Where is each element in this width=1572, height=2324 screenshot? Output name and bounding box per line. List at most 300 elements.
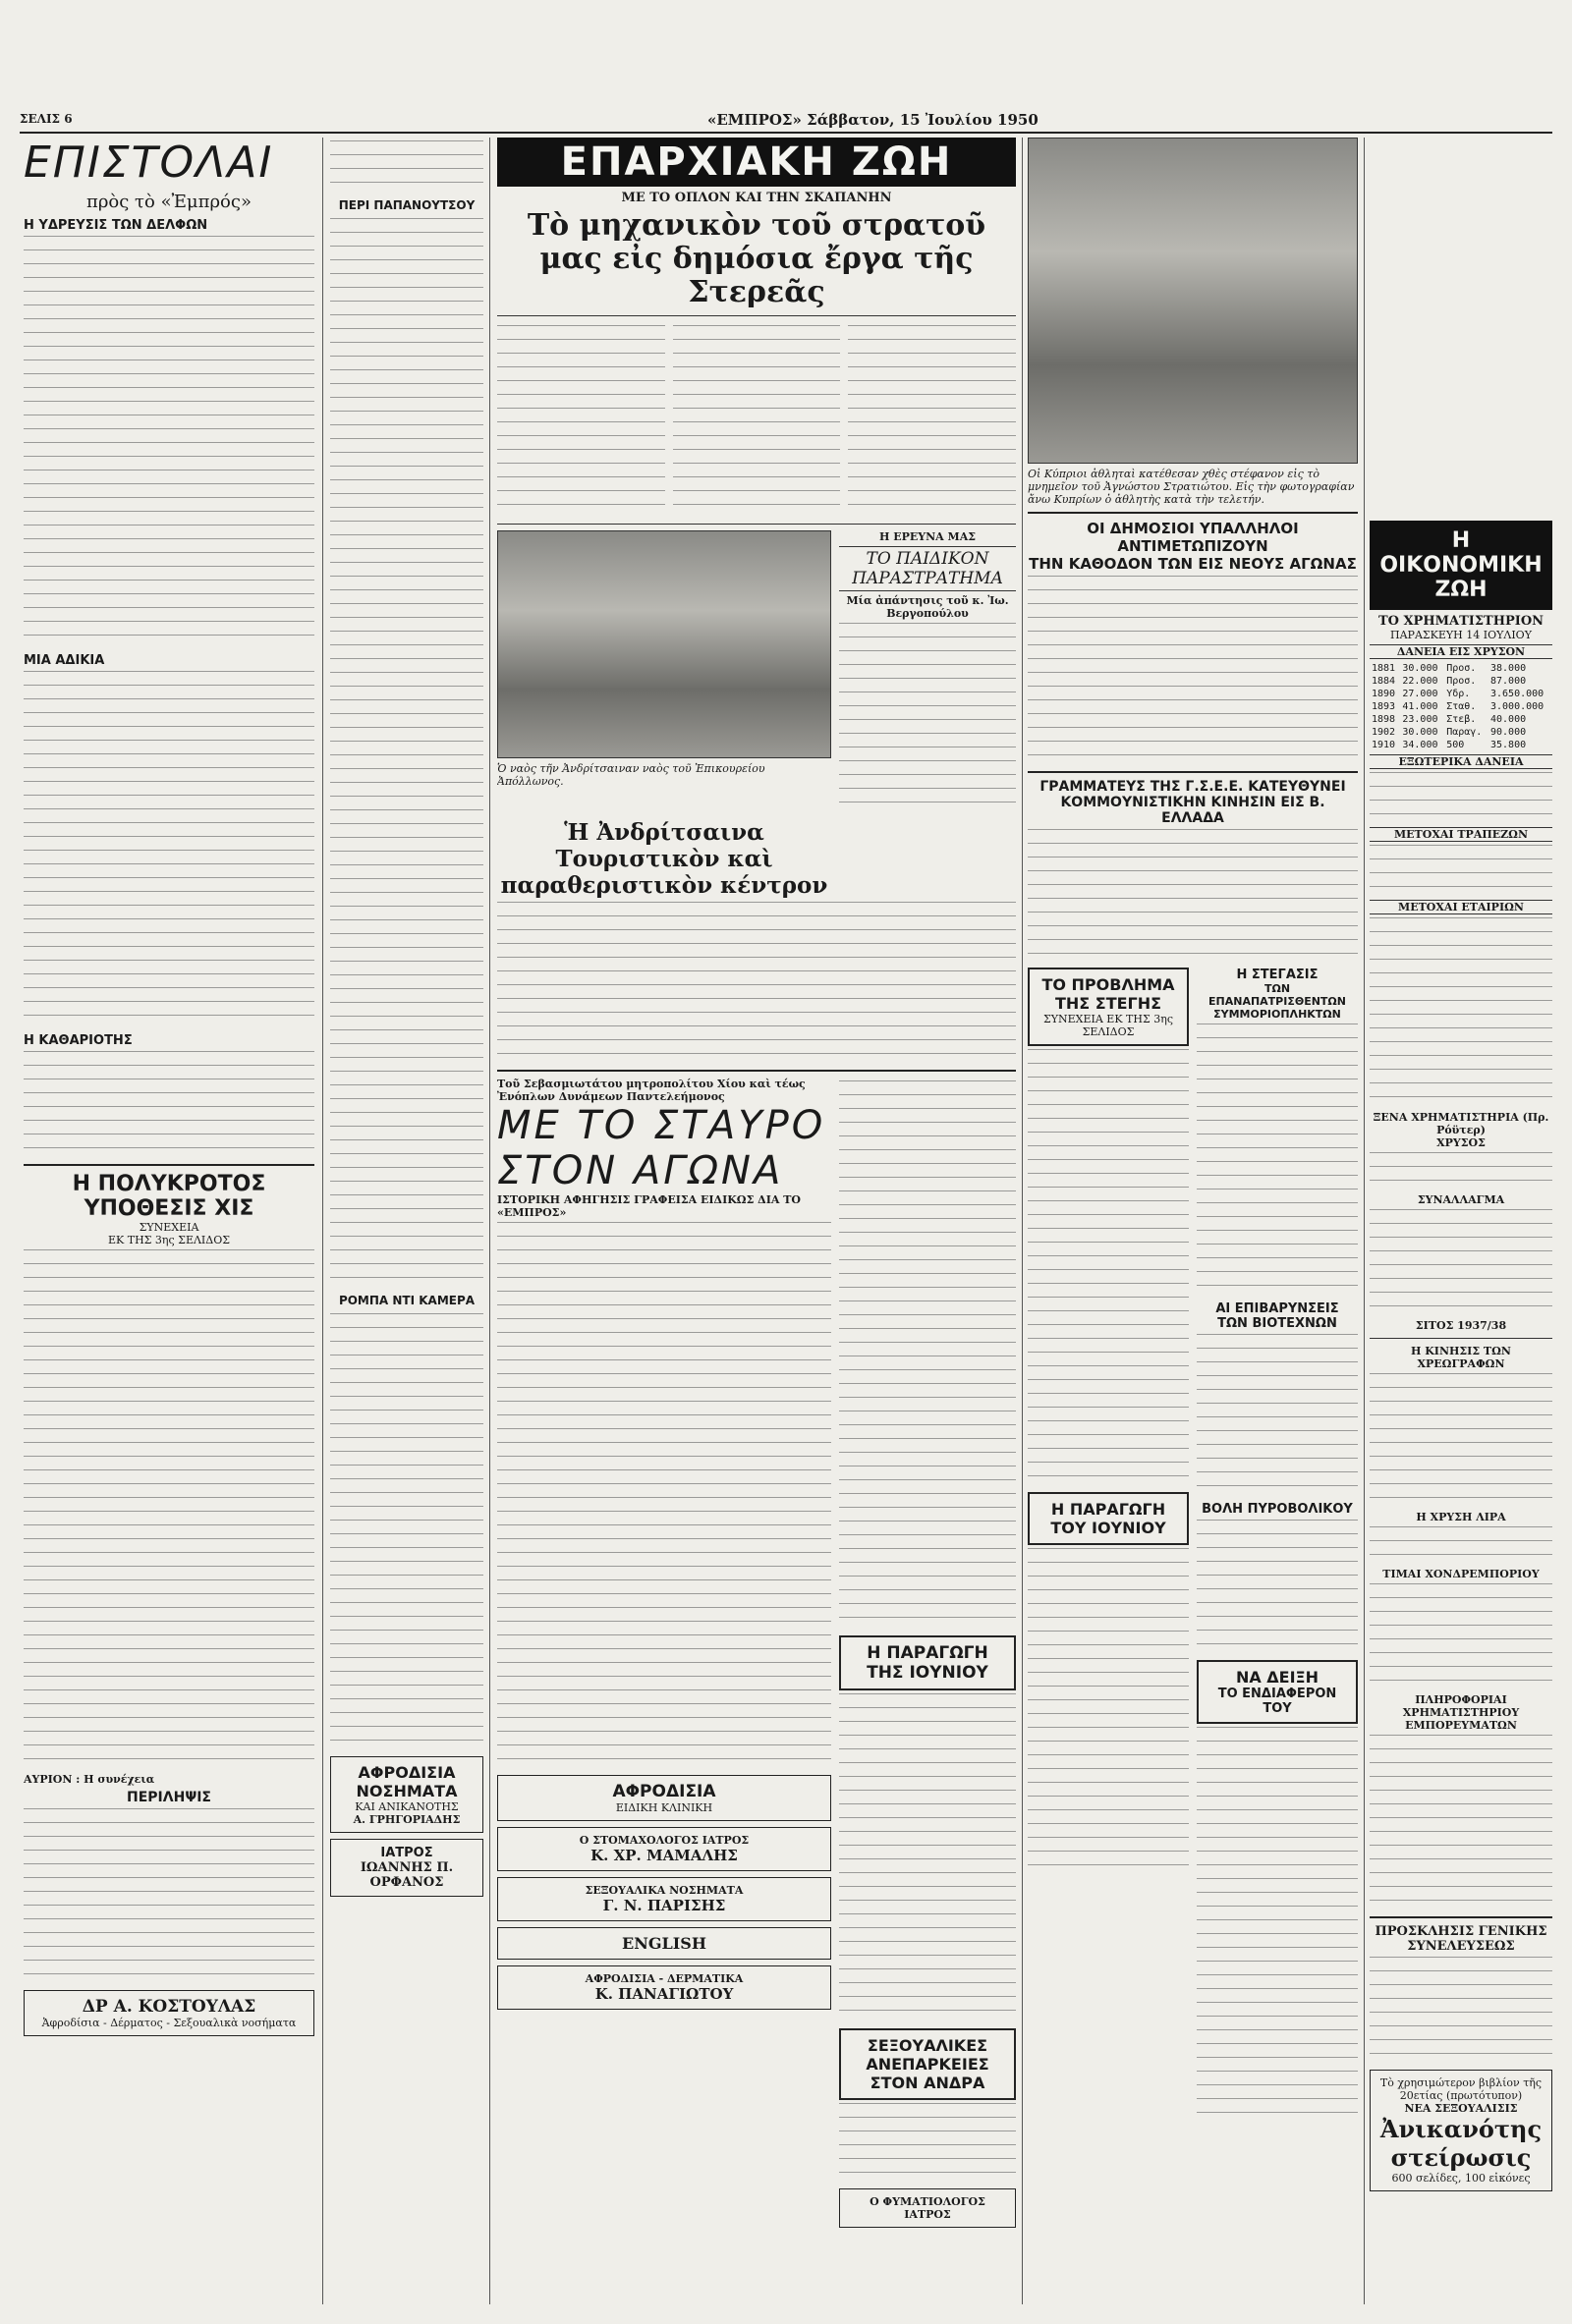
- body-text: [330, 246, 483, 256]
- exchange-date: ΠΑΡΑΣΚΕΥΗ 14 ΙΟΥΛΙΟΥ: [1390, 629, 1532, 641]
- body-text: [1370, 1264, 1552, 1275]
- body-text: [1197, 1147, 1358, 1158]
- body-text: [1370, 1456, 1552, 1466]
- serial-continue: ΣΥΝΕΧΕΙΑ: [139, 1221, 199, 1234]
- body-text: [330, 232, 483, 243]
- body-text: [24, 442, 314, 453]
- body-text: [24, 511, 314, 522]
- body-text: [1028, 589, 1358, 600]
- interest-box: [1197, 1660, 1358, 1724]
- body-text: [839, 1493, 1016, 1504]
- body-text: [1370, 1069, 1552, 1079]
- foreign-exchanges-title: ΞΕΝΑ ΧΡΗΜΑΤΙΣΤΗΡΙΑ (Πρ. Ρόϋτερ): [1373, 1111, 1549, 1136]
- body-text: [1197, 1348, 1358, 1358]
- body-text: [839, 1094, 1016, 1105]
- article-row: [497, 322, 1016, 518]
- body-text: [24, 291, 314, 302]
- body-text: [1028, 1228, 1189, 1239]
- body-text: [497, 366, 665, 377]
- body-text: [497, 1291, 831, 1301]
- advert-stomach-title: Ο ΣΤΟΜΑΧΟΛΟΓΟΣ ΙΑΤΡΟΣ: [579, 1834, 750, 1847]
- body-text: [330, 1126, 483, 1136]
- body-text: [1028, 1672, 1189, 1683]
- body-text: [848, 435, 1016, 446]
- advert-aphrodisia-title: ΑΦΡΟΔΙΣΙΑ ΝΟΣΗΜΑΤΑ: [356, 1763, 458, 1800]
- body-text: [1370, 1554, 1552, 1565]
- body-text: [839, 788, 1016, 799]
- body-text: [330, 672, 483, 683]
- body-text: [839, 1149, 1016, 1160]
- body-text: [24, 1428, 314, 1439]
- body-text: [1370, 1638, 1552, 1649]
- body-text: [330, 727, 483, 738]
- body-text: [24, 1932, 314, 1943]
- body-text: [330, 796, 483, 806]
- body-text: [24, 863, 314, 874]
- body-text: [24, 1863, 314, 1874]
- body-text: [330, 1002, 483, 1013]
- body-text: [1028, 1475, 1189, 1486]
- body-text: [1370, 858, 1552, 869]
- body-text: [330, 1561, 483, 1572]
- body-text: [1197, 1547, 1358, 1558]
- body-text: [839, 1218, 1016, 1229]
- civil-servants-headline-line2: ΤΗΝ ΚΑΘΟΔΟΝ ΤΩΝ ΕΙΣ ΝΕΟΥΣ ΑΓΩΝΑΣ: [1029, 555, 1357, 573]
- research-block: [839, 530, 1016, 815]
- loan-cell-name: Παραγ.: [1446, 727, 1483, 738]
- advert-aphrodisia-doctor: Α. ΓΡΗΓΟΡΙΑΔΗΣ: [353, 1813, 461, 1826]
- section-title-letters: ΕΠΙΣΤΟΛΑΙ: [24, 138, 274, 188]
- book-advert-text: Τὸ χρησιμώτερον βιβλίον τῆς 20ετίας (πρωτότυπον): [1379, 2076, 1543, 2102]
- body-text: [1028, 1782, 1189, 1793]
- body-text: [330, 906, 483, 916]
- body-text: [1028, 1104, 1189, 1115]
- advert-insuff-line3: ΣΤΟΝ ΑΝΔΡΑ: [870, 2074, 985, 2092]
- body-text: [330, 1098, 483, 1109]
- body-text: [24, 1648, 314, 1659]
- body-text: [1028, 884, 1358, 895]
- body-text: [330, 1112, 483, 1123]
- body-text: [497, 1579, 831, 1590]
- loan-cell-name: Στεβ.: [1446, 714, 1477, 725]
- body-text: [1028, 713, 1358, 724]
- body-text: [1370, 1748, 1552, 1759]
- body-text: [330, 1181, 483, 1191]
- body-text: [330, 1139, 483, 1150]
- body-text: [497, 339, 665, 350]
- body-text: [673, 339, 841, 350]
- body-text: [24, 1877, 314, 1888]
- body-text: [839, 719, 1016, 730]
- body-text: [497, 1414, 831, 1425]
- body-text: [839, 2144, 1016, 2155]
- body-text: [330, 1575, 483, 1585]
- body-text: [24, 249, 314, 260]
- body-text: [24, 1401, 314, 1411]
- body-text: [497, 1053, 1016, 1064]
- body-text: [1028, 1242, 1189, 1252]
- body-text: [839, 692, 1016, 702]
- body-text: [330, 1084, 483, 1095]
- letter-title-water: Η ΥΔΡΕΥΣΙΣ ΤΩΝ ΔΕΛΦΩΝ: [24, 218, 208, 233]
- craftsmen-title-line2: ΤΩΝ ΒΙΟΤΕΧΝΩΝ: [1217, 1316, 1337, 1331]
- body-text: [839, 1383, 1016, 1394]
- body-text: [848, 366, 1016, 377]
- body-text: [497, 1249, 831, 1260]
- gold-title: ΧΡΥΣΟΣ: [1436, 1136, 1486, 1149]
- body-text: [1197, 1933, 1358, 1944]
- book-advert-title-line2: στείρωσις: [1390, 2143, 1532, 2172]
- loan-cell-price: 27.000: [1402, 689, 1438, 699]
- letter-title-cleanliness: Η ΚΑΘΑΡΙΟΤΗΣ: [24, 1033, 133, 1048]
- body-text: [673, 366, 841, 377]
- body-text: [1028, 925, 1358, 936]
- body-text: [839, 1693, 1016, 1704]
- body-text: [24, 1346, 314, 1356]
- body-text: [839, 1259, 1016, 1270]
- body-text: [24, 415, 314, 425]
- body-text: [1197, 1065, 1358, 1076]
- body-text: [24, 905, 314, 915]
- body-text: [24, 1946, 314, 1957]
- body-text: [330, 1602, 483, 1613]
- body-text: [1370, 1096, 1552, 1107]
- body-text: [839, 1968, 1016, 1979]
- production-box: [839, 1635, 1016, 1690]
- civil-servants-headline-line1: ΟΙ ΔΗΜΟΣΙΟΙ ΥΠΑΛΛΗΛΟΙ ΑΝΤΙΜΕΤΩΠΙΖΟΥΝ: [1087, 520, 1299, 555]
- loan-cell-price: 30.000: [1402, 727, 1438, 738]
- body-text: [1197, 1216, 1358, 1227]
- body-text: [330, 919, 483, 930]
- body-text: [1197, 1106, 1358, 1117]
- body-text: [839, 1803, 1016, 1814]
- research-label: Η ΕΡΕΥΝΑ ΜΑΣ: [878, 530, 977, 543]
- body-text: [497, 1662, 831, 1673]
- interest-title-line1: ΝΑ ΔΕΙΞΗ: [1235, 1668, 1319, 1687]
- body-text: [1028, 1837, 1189, 1848]
- body-text: [839, 705, 1016, 716]
- body-text: [1197, 1175, 1358, 1186]
- body-text: [839, 1245, 1016, 1256]
- body-text: [24, 767, 314, 778]
- body-text: [24, 497, 314, 508]
- divider: [1028, 771, 1358, 773]
- body-text: [839, 1080, 1016, 1091]
- body-text: [24, 1497, 314, 1508]
- body-text: [497, 1401, 831, 1411]
- body-text: [1028, 644, 1358, 655]
- loans-title: ΔΑΝΕΙΑ ΕΙΣ ΧΡΥΣΟΝ: [1370, 644, 1552, 659]
- gold-lira-title: Η ΧΡΥΣΗ ΛΙΡΑ: [1416, 1511, 1506, 1523]
- body-text: [839, 1900, 1016, 1910]
- body-text: [497, 1676, 831, 1687]
- body-text: [497, 449, 665, 460]
- body-text: [1028, 1173, 1189, 1184]
- body-text: [839, 1314, 1016, 1325]
- body-text: [24, 1552, 314, 1563]
- article-col: [497, 322, 665, 518]
- body-text: [497, 435, 665, 446]
- body-text: [330, 287, 483, 298]
- body-text: [1028, 741, 1358, 751]
- loan-row: [1370, 675, 1552, 688]
- body-text: [1028, 1713, 1189, 1724]
- body-text: [673, 476, 841, 487]
- body-text: [673, 435, 841, 446]
- body-text: [1197, 1961, 1358, 1971]
- body-text: [330, 631, 483, 641]
- body-text: [839, 1328, 1016, 1339]
- loan-cell-val: 3.000.000: [1490, 701, 1544, 712]
- masthead-date: «ΕΜΠΡΟΣ» Σάββατον, 15 Ἰουλίου 1950: [707, 111, 1039, 129]
- body-text: [24, 1918, 314, 1929]
- advert-derm-name: Κ. ΠΑΝΑΓΙΩΤΟΥ: [594, 1985, 734, 2003]
- loan-cell-year: 1898: [1372, 714, 1396, 725]
- body-text: [497, 970, 1016, 981]
- divider: [1370, 1338, 1552, 1339]
- advert-english-title: ENGLISH: [622, 1934, 706, 1953]
- body-text: [24, 277, 314, 288]
- body-text: [24, 483, 314, 494]
- loan-row: [1370, 688, 1552, 700]
- loan-cell-name: Υδρ.: [1446, 689, 1471, 699]
- body-text: [497, 463, 665, 473]
- body-text: [1197, 1416, 1358, 1427]
- body-text: [1197, 1161, 1358, 1172]
- body-text: [1370, 1652, 1552, 1663]
- body-text: [330, 782, 483, 793]
- loan-row: [1370, 726, 1552, 739]
- body-text: [330, 1478, 483, 1489]
- body-text: [1028, 1658, 1189, 1669]
- body-text: [330, 314, 483, 325]
- body-text: [497, 1387, 831, 1398]
- body-text: [330, 1685, 483, 1695]
- body-text: [1370, 1180, 1552, 1190]
- loan-cell-val: 90.000: [1490, 727, 1527, 738]
- body-text: [673, 408, 841, 418]
- body-text: [24, 932, 314, 943]
- body-text: [497, 1703, 831, 1714]
- body-text: [330, 603, 483, 614]
- body-text: [1197, 1375, 1358, 1386]
- body-text: [1197, 1458, 1358, 1468]
- body-text: [1028, 699, 1358, 710]
- body-text: [24, 1621, 314, 1632]
- body-text: [1197, 1202, 1358, 1213]
- body-text: [24, 698, 314, 709]
- body-text: [1370, 1583, 1552, 1594]
- body-text: [1197, 2043, 1358, 2054]
- body-text: [24, 1689, 314, 1700]
- body-text: [330, 878, 483, 889]
- body-text: [330, 168, 483, 179]
- body-text: [848, 504, 1016, 515]
- body-text: [1197, 2071, 1358, 2081]
- body-text: [24, 1808, 314, 1819]
- body-text: [24, 1134, 314, 1144]
- body-text: [330, 1506, 483, 1517]
- serial-tomorrow: ΑΥΡΙΟΝ : Η συνέχεια: [24, 1773, 155, 1786]
- loan-cell-val: 35.800: [1490, 740, 1527, 750]
- body-text: [1028, 727, 1358, 738]
- body-text: [839, 1955, 1016, 1965]
- body-text: [24, 263, 314, 274]
- body-text: [330, 1029, 483, 1040]
- body-text: [24, 1607, 314, 1618]
- body-text: [24, 1001, 314, 1012]
- body-text: [24, 593, 314, 604]
- body-text: [1370, 1540, 1552, 1551]
- body-text: [839, 733, 1016, 744]
- body-text: [497, 1039, 1016, 1050]
- body-text: [330, 1396, 483, 1407]
- body-text: [24, 1456, 314, 1466]
- body-text: [330, 1492, 483, 1503]
- june-production-box: [1028, 1492, 1189, 1545]
- body-text: [1197, 1471, 1358, 1482]
- body-text: [1370, 1957, 1552, 1967]
- lower-news-row: [1028, 968, 1358, 2126]
- body-text: [839, 2117, 1016, 2128]
- body-text: [1028, 1049, 1189, 1060]
- body-text: [330, 479, 483, 490]
- book-advert-publisher: ΝΕΑ ΣΕΞΟΥΑΛΙΣΙΣ: [1404, 2102, 1518, 2115]
- body-text: [1370, 931, 1552, 942]
- body-text: [330, 218, 483, 229]
- body-text: [1197, 1403, 1358, 1413]
- body-text: [1028, 1118, 1189, 1129]
- body-text: [24, 822, 314, 833]
- body-text: [1370, 1526, 1552, 1537]
- body-text: [330, 823, 483, 834]
- body-text: [330, 534, 483, 545]
- body-text: [330, 1630, 483, 1640]
- loan-cell-name: Προσ.: [1446, 663, 1477, 674]
- body-text: [497, 421, 665, 432]
- body-text: [839, 1858, 1016, 1869]
- photo-block: [497, 530, 831, 815]
- body-text: [1370, 1803, 1552, 1814]
- body-text: [839, 1941, 1016, 1952]
- body-text: [839, 1507, 1016, 1518]
- body-text: [330, 411, 483, 421]
- body-text: [497, 1359, 831, 1370]
- body-text: [330, 644, 483, 655]
- stavro-block: [497, 1078, 831, 2234]
- body-text: [1197, 1120, 1358, 1131]
- body-text: [1028, 1187, 1189, 1197]
- body-text: [24, 621, 314, 632]
- temple-photo: [497, 530, 831, 758]
- body-text: [497, 1511, 831, 1522]
- body-text: [1028, 754, 1358, 765]
- body-text: [848, 394, 1016, 405]
- interest-title-line2: ΤΟ ΕΝΔΙΑΦΕΡΟΝ ΤΟΥ: [1217, 1687, 1337, 1716]
- body-text: [24, 1662, 314, 1673]
- exchange-title: ΤΟ ΧΡΗΜΑΤΙΣΤΗΡΙΟΝ: [1377, 614, 1544, 629]
- body-text: [848, 421, 1016, 432]
- body-text: [497, 984, 1016, 995]
- body-text: [330, 1222, 483, 1233]
- body-text: [1197, 2057, 1358, 2068]
- column-rule: [1022, 138, 1023, 2304]
- resettlement-title-line1: Η ΣΤΕΓΑΣΙΣ: [1236, 968, 1319, 982]
- masthead-page-number: ΣΕΛΙΣ 6: [20, 112, 73, 126]
- body-text: [497, 1263, 831, 1274]
- body-text: [330, 1208, 483, 1219]
- body-text: [24, 1905, 314, 1915]
- body-text: [1197, 1079, 1358, 1089]
- body-text: [1370, 945, 1552, 956]
- divider: [1370, 1916, 1552, 1918]
- body-text: [24, 1065, 314, 1076]
- body-text: [330, 837, 483, 848]
- loan-cell-price: 34.000: [1402, 740, 1438, 750]
- housing-title-line1: ΤΟ ΠΡΟΒΛΗΜΑ: [1041, 975, 1175, 994]
- body-text: [839, 1466, 1016, 1476]
- body-text: [839, 1845, 1016, 1855]
- body-text: [1028, 1159, 1189, 1170]
- body-text: [24, 1634, 314, 1645]
- body-text: [1370, 1305, 1552, 1316]
- body-text: [24, 1263, 314, 1274]
- body-text: [330, 1382, 483, 1393]
- body-text: [848, 476, 1016, 487]
- body-text: [839, 664, 1016, 675]
- stavro-row: [497, 1078, 1016, 2234]
- body-text: [1197, 1575, 1358, 1585]
- body-text: [1370, 1442, 1552, 1453]
- serial-title-line1: Η ΠΟΛΥΚΡΟΤΟΣ: [72, 1172, 266, 1196]
- body-text: [330, 521, 483, 531]
- body-text: [839, 1548, 1016, 1559]
- body-text: [1370, 1597, 1552, 1608]
- body-text: [497, 1304, 831, 1315]
- body-text: [1197, 1947, 1358, 1958]
- body-text: [24, 877, 314, 888]
- body-text: [330, 140, 483, 151]
- body-text: [839, 1589, 1016, 1600]
- body-text: [497, 943, 1016, 954]
- body-text: [24, 1106, 314, 1117]
- letters-subtitle: πρὸς τὸ «Ἐμπρός»: [86, 192, 252, 212]
- body-text: [330, 1313, 483, 1324]
- external-loans-title: ΕΞΩΤΕΡΙΚΑ ΔΑΝΕΙΑ: [1370, 754, 1552, 769]
- body-text: [1370, 1373, 1552, 1384]
- body-text: [1370, 1166, 1552, 1177]
- column-rule: [489, 138, 490, 2304]
- body-text: [330, 1616, 483, 1627]
- masthead: [20, 110, 1552, 134]
- loan-row: [1370, 662, 1552, 675]
- stavro-title-line2: ΣΤΟΝ ΑΓΩΝΑ: [497, 1148, 784, 1193]
- body-text: [497, 476, 665, 487]
- body-text: [330, 466, 483, 476]
- body-text: [839, 760, 1016, 771]
- body-text: [330, 1071, 483, 1081]
- body-text: [497, 380, 665, 391]
- body-text: [1197, 1809, 1358, 1820]
- body-text: [24, 1015, 314, 1025]
- body-text: [330, 1533, 483, 1544]
- body-text: [839, 1707, 1016, 1718]
- body-text: [1028, 1379, 1189, 1390]
- article-col: [673, 322, 841, 518]
- body-text: [839, 1287, 1016, 1298]
- body-text: [1028, 1365, 1189, 1376]
- body-text: [330, 273, 483, 284]
